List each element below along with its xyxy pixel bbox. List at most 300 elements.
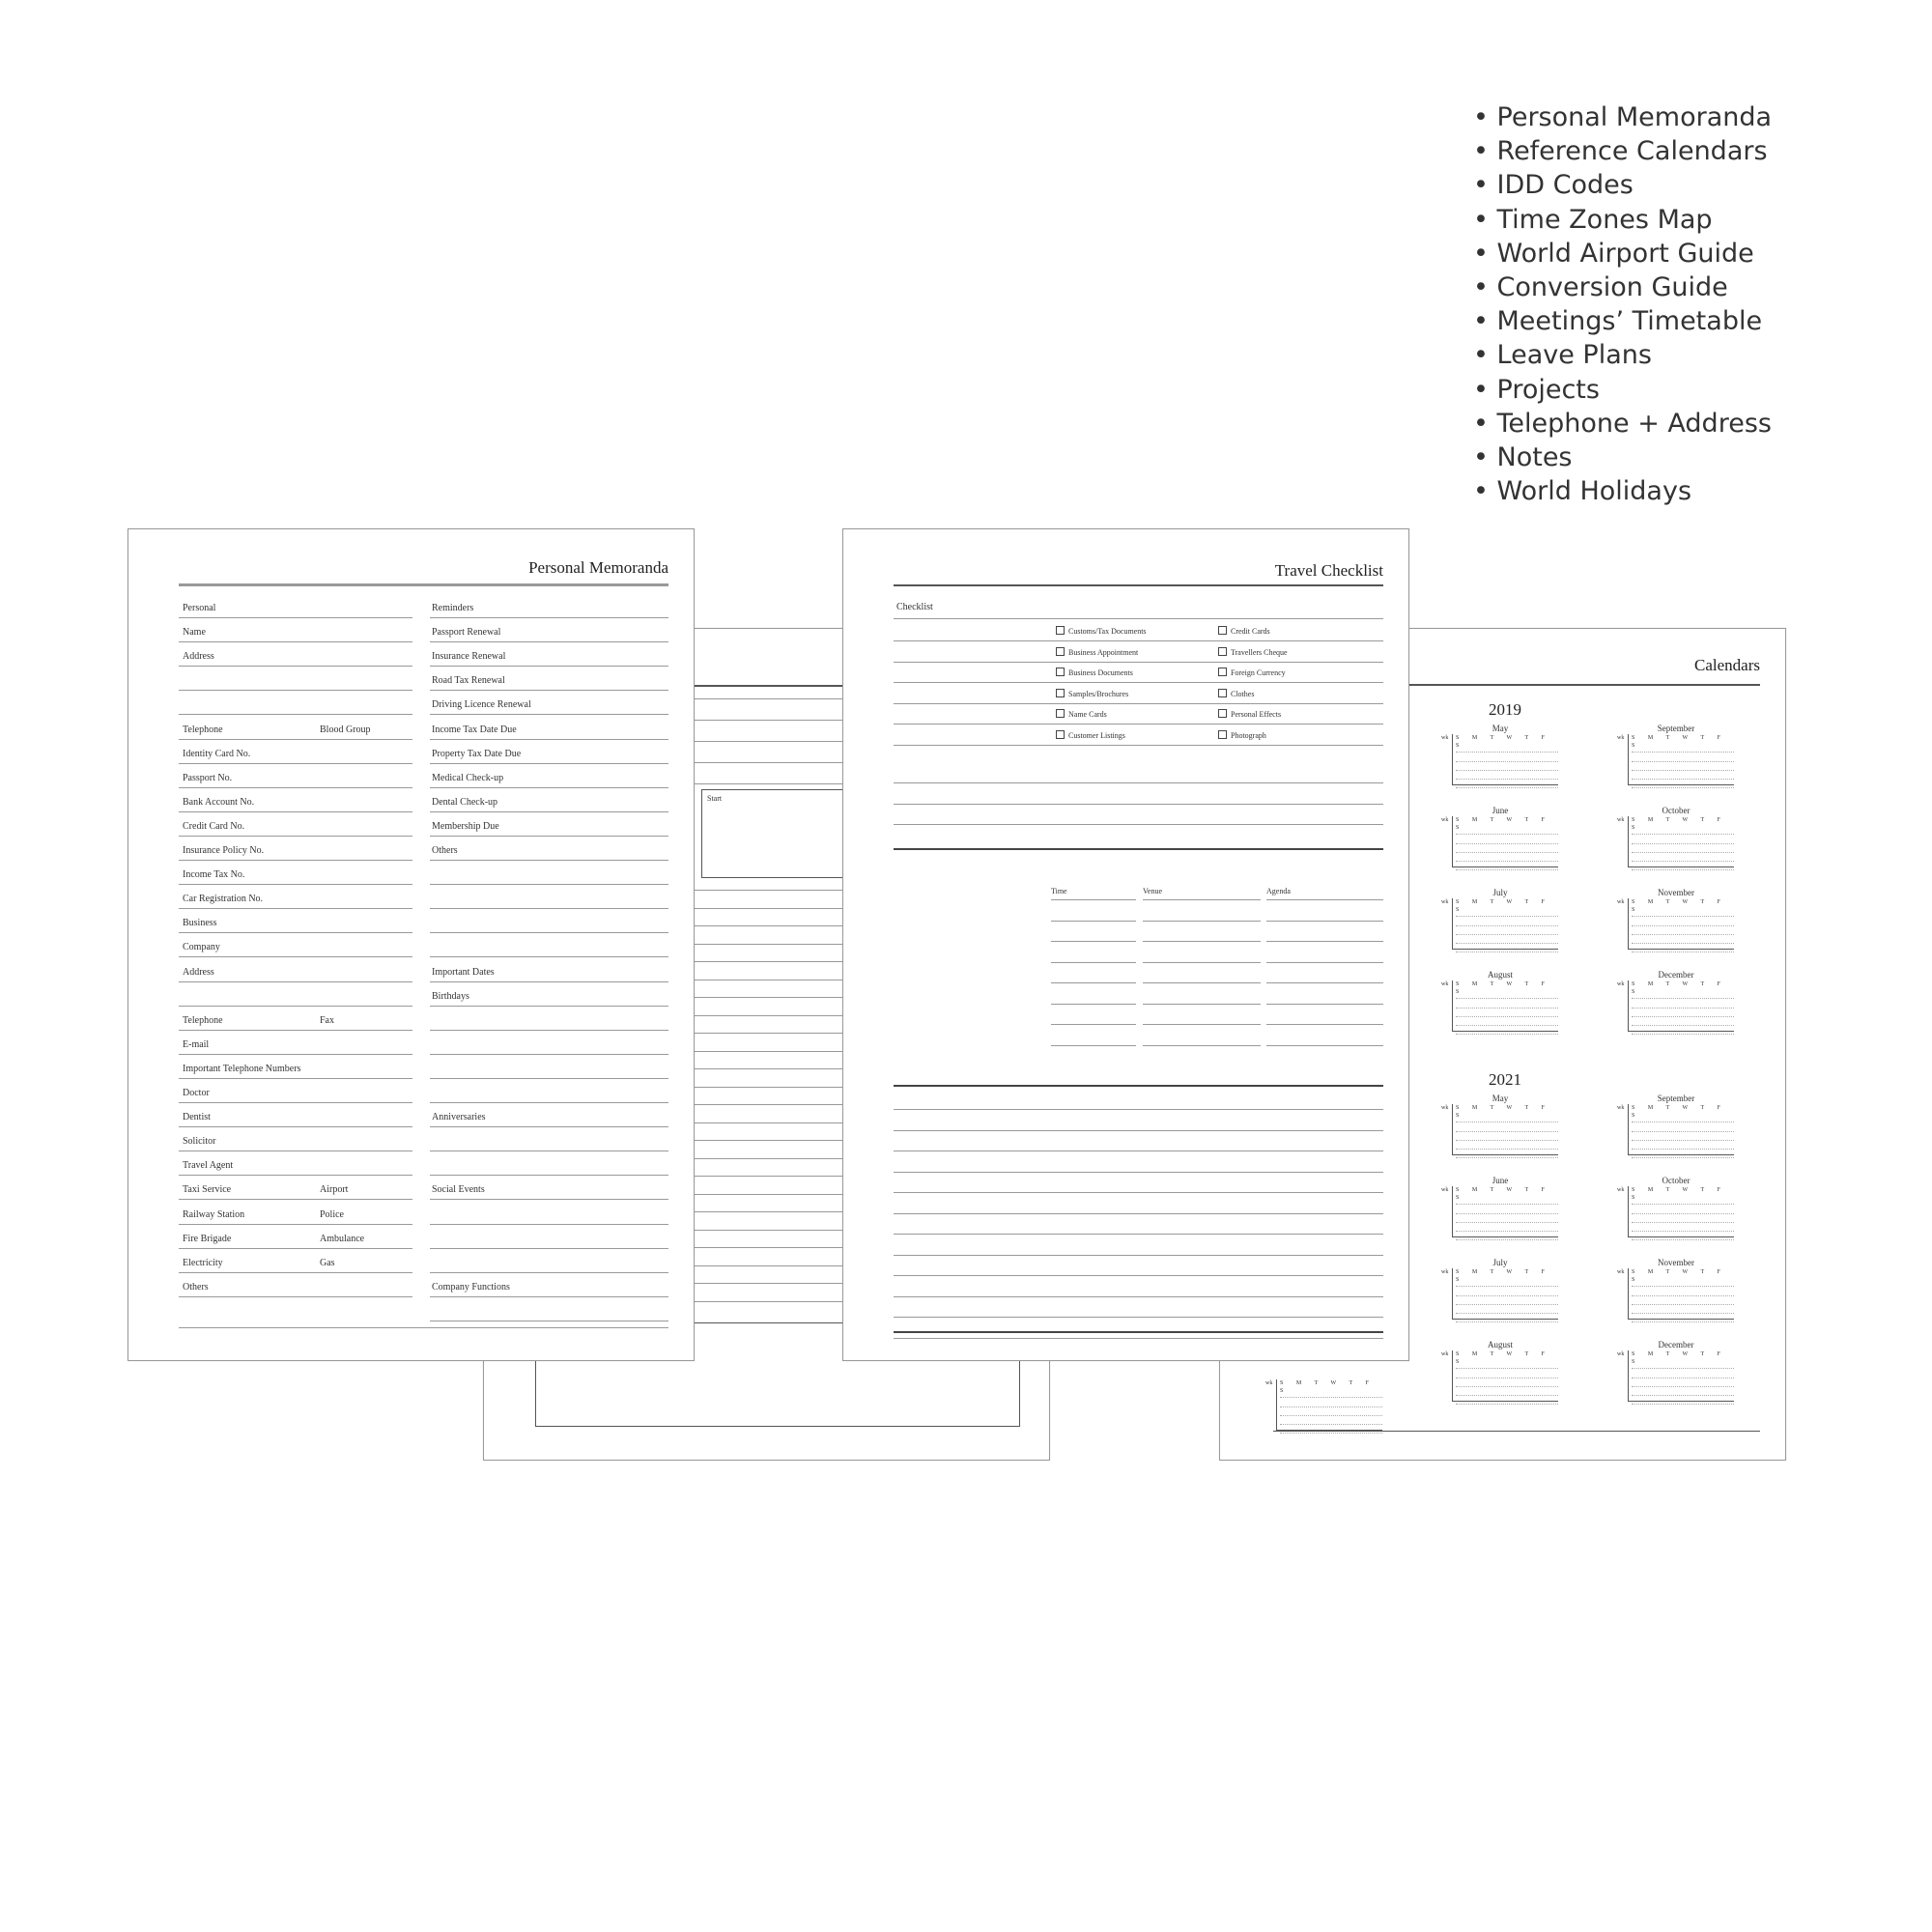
field-line: [179, 1199, 412, 1200]
field-label: Dentist: [183, 1112, 211, 1123]
field-label: Bank Account No.: [183, 796, 255, 808]
field-line: [430, 1078, 668, 1079]
week-row: [1456, 1214, 1558, 1223]
checkbox[interactable]: [1056, 668, 1065, 676]
week-header: wk: [1617, 1351, 1625, 1357]
week-row: [1456, 1026, 1558, 1035]
week-row: [1456, 1305, 1558, 1314]
week-header: wk: [1441, 1105, 1449, 1111]
week-row: [1456, 1122, 1558, 1131]
ruled-line: [894, 1234, 1383, 1235]
field-label: Personal: [183, 603, 216, 613]
ruled-line: [894, 1172, 1383, 1173]
week-row: [1456, 1314, 1558, 1322]
week-header: wk: [1617, 1105, 1625, 1111]
month-grid: [1617, 816, 1734, 867]
ruled-line: [894, 1255, 1383, 1256]
week-row: [1456, 935, 1558, 944]
field-line: [179, 739, 412, 740]
week-row: [1632, 935, 1734, 944]
week-row: [1632, 853, 1734, 862]
month-grid: [1617, 1268, 1734, 1320]
field-line: [179, 836, 412, 837]
week-row: [1456, 1387, 1558, 1396]
week-row: [1456, 835, 1558, 843]
week-row: [1632, 1378, 1734, 1387]
ruled-line: [1051, 982, 1136, 983]
week-row: [1280, 1416, 1382, 1425]
week-row: [1632, 999, 1734, 1008]
week-header: wk: [1617, 1269, 1625, 1275]
week-rows: [1632, 1196, 1734, 1240]
week-rows: [1632, 908, 1734, 952]
feature-item: • Time Zones Map: [1473, 203, 1772, 237]
week-row: [1632, 1232, 1734, 1240]
ruled-line: [1266, 1024, 1383, 1025]
week-row: [1632, 1214, 1734, 1223]
calendar-month: [1442, 1094, 1558, 1155]
week-rows: [1456, 990, 1558, 1035]
checkbox[interactable]: [1218, 626, 1227, 635]
checklist-item-label: Travellers Cheque: [1231, 647, 1288, 657]
field-line: [179, 641, 412, 642]
week-rows: [1632, 1114, 1734, 1158]
week-row: [1632, 1150, 1734, 1158]
ruled-line: [894, 618, 1383, 619]
checkbox[interactable]: [1218, 689, 1227, 697]
week-row: [1280, 1398, 1382, 1406]
month-name: July: [1492, 1258, 1508, 1267]
month-name: [1266, 1369, 1382, 1379]
week-row: [1632, 1009, 1734, 1017]
week-row: [1632, 1360, 1734, 1369]
field-label: Fax: [320, 1014, 334, 1026]
ruled-line: [1143, 899, 1261, 900]
week-row: [1456, 999, 1558, 1008]
month-name: October: [1662, 1176, 1690, 1185]
field-line: [430, 932, 668, 933]
field-line: [179, 1175, 412, 1176]
field-label: Dental Check-up: [432, 796, 498, 808]
ruled-line: [1051, 1024, 1136, 1025]
checklist-label: Checklist: [896, 602, 933, 612]
ruled-line: [894, 682, 1383, 683]
checklist-item-label: Credit Cards: [1231, 627, 1270, 636]
ruled-line: [894, 804, 1383, 805]
field-label: Property Tax Date Due: [432, 748, 522, 759]
week-row: [1456, 1223, 1558, 1232]
checkbox[interactable]: [1218, 668, 1227, 676]
ruled-line: [1051, 1045, 1136, 1046]
field-line: [430, 981, 668, 982]
field-line: [430, 1102, 668, 1103]
week-header: wk: [1617, 735, 1625, 741]
section-rule: [894, 848, 1383, 850]
week-row: [1456, 1196, 1558, 1205]
column-header: Agenda: [1266, 887, 1291, 895]
ruled-line: [1051, 962, 1136, 963]
month-grid: [1441, 1350, 1558, 1402]
checklist-item-label: Personal Effects: [1231, 710, 1282, 719]
ruled-line: [894, 1213, 1383, 1214]
month-grid: [1617, 1186, 1734, 1237]
field-line: [430, 641, 668, 642]
field-label: Social Events: [432, 1184, 485, 1196]
week-row: [1280, 1425, 1382, 1434]
field-label: Company Functions: [432, 1281, 510, 1293]
month-grid: [1441, 980, 1558, 1032]
field-line: [430, 1296, 668, 1297]
ruled-line: [1051, 899, 1136, 900]
ruled-line: [1143, 941, 1261, 942]
checklist-item-label: Clothes: [1231, 689, 1255, 698]
checklist-item: [1056, 709, 1107, 719]
field-label: Company: [183, 942, 220, 953]
checklist-item: [1056, 730, 1125, 740]
weekday-header: S M T W T F S: [1632, 1105, 1726, 1119]
week-row: [1632, 1278, 1734, 1287]
field-label: Important Dates: [432, 966, 495, 978]
week-row: [1280, 1407, 1382, 1416]
field-label: Address: [183, 966, 214, 978]
week-rows: [1456, 1196, 1558, 1240]
field-label: Name: [183, 627, 206, 639]
week-row: [1456, 753, 1558, 761]
week-row: [1456, 1369, 1558, 1378]
field-label: Airport: [320, 1184, 349, 1196]
field-line: [179, 1078, 412, 1079]
week-row: [1632, 862, 1734, 870]
personal-memoranda-page: [128, 528, 695, 1361]
field-line: [430, 763, 668, 764]
feature-item: • Conversion Guide: [1473, 270, 1772, 304]
month-name: September: [1657, 1094, 1695, 1103]
week-row: [1632, 944, 1734, 952]
week-rows: [1632, 990, 1734, 1035]
week-row: [1456, 1150, 1558, 1158]
checklist-item-label: Foreign Currency: [1231, 668, 1286, 677]
week-row: [1632, 826, 1734, 835]
checklist-item-label: Business Appointment: [1068, 647, 1139, 657]
feature-list: [1473, 100, 1772, 508]
week-header: wk: [1441, 817, 1449, 823]
weekday-header: S M T W T F S: [1632, 1187, 1726, 1201]
weekday-header: S M T W T F S: [1456, 1269, 1550, 1283]
field-label: Anniversaries: [432, 1112, 486, 1123]
field-line: [430, 690, 668, 691]
week-row: [1456, 944, 1558, 952]
ruled-line: [1143, 921, 1261, 922]
week-rows: [1632, 826, 1734, 870]
month-grid: [1441, 1268, 1558, 1320]
feature-item: • Notes: [1473, 440, 1772, 474]
checkbox[interactable]: [1056, 709, 1065, 718]
page-title: Personal Memoranda: [528, 558, 668, 577]
month-name: November: [1658, 1258, 1694, 1267]
ruled-line: [894, 1192, 1383, 1193]
week-row: [1280, 1389, 1382, 1398]
field-label: Passport No.: [183, 772, 233, 783]
checkbox[interactable]: [1218, 709, 1227, 718]
week-row: [1632, 917, 1734, 925]
weekday-header: S M T W T F S: [1456, 1105, 1550, 1119]
week-row: [1456, 1232, 1558, 1240]
field-line: [430, 1054, 668, 1055]
field-line: [430, 1126, 668, 1127]
field-label: Important Telephone Numbers: [183, 1063, 301, 1074]
field-label: Taxi Service: [183, 1184, 232, 1196]
field-line: [430, 811, 668, 812]
checklist-item-label: Business Documents: [1068, 668, 1133, 677]
field-line: [179, 1224, 412, 1225]
week-row: [1632, 1114, 1734, 1122]
calendar-month: [1442, 888, 1558, 950]
field-line: [179, 1248, 412, 1249]
feature-item: • Meetings’ Timetable: [1473, 304, 1772, 338]
field-line: [179, 617, 412, 618]
field-line: [430, 956, 668, 957]
checklist-item: [1056, 647, 1138, 657]
field-label: Credit Card No.: [183, 820, 245, 832]
ruled-line: [1266, 1004, 1383, 1005]
checklist-item-label: Customs/Tax Documents: [1068, 627, 1147, 636]
ruled-line: [894, 1109, 1383, 1110]
ruled-line: [1051, 941, 1136, 942]
feature-item: • Leave Plans: [1473, 338, 1772, 372]
weekday-header: S M T W T F S: [1632, 981, 1726, 995]
travel-checklist-page: [842, 528, 1409, 1361]
ruled-line: [894, 1275, 1383, 1276]
calendar-month: [1442, 1258, 1558, 1320]
checklist-item: [1218, 730, 1266, 740]
field-line: [179, 714, 412, 715]
ruled-line: [894, 1296, 1383, 1297]
checklist-item-label: Customer Listings: [1068, 730, 1125, 740]
month-name: May: [1492, 1094, 1509, 1103]
weekday-header: S M T W T F S: [1456, 899, 1550, 913]
week-header: wk: [1617, 899, 1625, 905]
week-row: [1456, 780, 1558, 788]
section-rule: [894, 1331, 1383, 1333]
ruled-line: [1266, 941, 1383, 942]
field-line: [179, 1272, 412, 1273]
field-label: Income Tax No.: [183, 869, 245, 881]
month-grid: [1441, 816, 1558, 867]
field-line: [430, 1175, 668, 1176]
checklist-item: [1056, 626, 1147, 636]
week-row: [1632, 1287, 1734, 1295]
field-label: Travel Agent: [183, 1160, 234, 1172]
field-label: Telephone: [183, 1014, 223, 1026]
calendar-month: [1618, 1340, 1734, 1402]
week-row: [1632, 1122, 1734, 1131]
section-rule: [894, 1085, 1383, 1087]
week-rows: [1456, 1114, 1558, 1158]
week-row: [1632, 1017, 1734, 1026]
checkbox[interactable]: [1056, 689, 1065, 697]
week-row: [1456, 1114, 1558, 1122]
page-title: Calendars: [1694, 656, 1760, 674]
feature-item: • Reference Calendars: [1473, 134, 1772, 168]
field-label: Identity Card No.: [183, 748, 251, 759]
checkbox[interactable]: [1218, 647, 1227, 656]
week-rows: [1632, 1360, 1734, 1405]
week-header: wk: [1617, 1187, 1625, 1193]
calendar-month: [1618, 888, 1734, 950]
week-rows: [1632, 744, 1734, 788]
field-label: Police: [320, 1208, 344, 1220]
week-row: [1632, 990, 1734, 999]
week-row: [1456, 771, 1558, 780]
ruled-line: [894, 1317, 1383, 1318]
month-grid: [1441, 1186, 1558, 1237]
week-row: [1632, 1132, 1734, 1141]
year-label: 2021: [1489, 1070, 1521, 1089]
month-name: August: [1487, 1340, 1513, 1350]
weekday-header: S M T W T F S: [1632, 1351, 1726, 1365]
field-label: Business: [183, 918, 217, 929]
weekday-header: S M T W T F S: [1456, 817, 1550, 831]
column-header: Venue: [1143, 887, 1162, 895]
field-label: Insurance Policy No.: [183, 845, 265, 856]
field-line: [179, 811, 412, 812]
week-header: wk: [1441, 1187, 1449, 1193]
calendar-month: [1618, 970, 1734, 1032]
feature-item: • World Airport Guide: [1473, 237, 1772, 270]
page-title: Travel Checklist: [1274, 561, 1383, 580]
month-name: October: [1662, 806, 1690, 815]
week-rows: [1456, 1278, 1558, 1322]
checklist-item-label: Name Cards: [1068, 710, 1107, 719]
ruled-line: [1143, 982, 1261, 983]
field-line: [430, 617, 668, 618]
ruled-line: [1143, 1004, 1261, 1005]
week-row: [1456, 1378, 1558, 1387]
week-row: [1632, 1314, 1734, 1322]
month-name: August: [1487, 970, 1513, 980]
checkbox[interactable]: [1056, 730, 1065, 739]
week-row: [1456, 1278, 1558, 1287]
month-grid: [1617, 1350, 1734, 1402]
year-label: 2019: [1489, 700, 1521, 719]
weekday-header: S M T W T F S: [1456, 981, 1550, 995]
ruled-line: [1143, 1024, 1261, 1025]
week-row: [1456, 1360, 1558, 1369]
title-rule: [894, 584, 1383, 586]
checkbox[interactable]: [1056, 626, 1065, 635]
feature-item: • Projects: [1473, 373, 1772, 407]
field-label: Car Registration No.: [183, 894, 264, 905]
week-row: [1456, 862, 1558, 870]
field-line: [179, 787, 412, 788]
week-row: [1456, 853, 1558, 862]
ruled-line: [1266, 1045, 1383, 1046]
ruled-line: [1266, 921, 1383, 922]
week-row: [1456, 1287, 1558, 1295]
field-label: Fire Brigade: [183, 1233, 232, 1244]
field-line: [430, 884, 668, 885]
week-header: wk: [1265, 1380, 1273, 1386]
week-row: [1456, 762, 1558, 771]
checkbox[interactable]: [1056, 647, 1065, 656]
field-line: [430, 1224, 668, 1225]
ruled-line: [1051, 1004, 1136, 1005]
field-line: [179, 956, 412, 957]
field-line: [179, 860, 412, 861]
week-row: [1456, 1132, 1558, 1141]
weekday-header: S M T W T F S: [1280, 1380, 1375, 1394]
week-row: [1456, 844, 1558, 853]
checklist-item: [1218, 626, 1270, 636]
field-line: [179, 884, 412, 885]
field-label: E-mail: [183, 1038, 210, 1050]
ruled-line: [894, 640, 1383, 641]
week-row: [1456, 926, 1558, 935]
field-line: [430, 1006, 668, 1007]
ruled-line: [894, 1130, 1383, 1131]
weekday-header: S M T W T F S: [1456, 1351, 1550, 1365]
week-header: wk: [1441, 1269, 1449, 1275]
box-label: Start: [707, 794, 723, 803]
field-line: [179, 908, 412, 909]
week-row: [1456, 990, 1558, 999]
field-label: Telephone: [183, 724, 223, 735]
calendar-month: [1618, 724, 1734, 785]
month-grid: [1617, 980, 1734, 1032]
week-row: [1456, 1205, 1558, 1213]
field-line: [430, 1272, 668, 1273]
week-row: [1632, 1387, 1734, 1396]
field-label: Others: [183, 1281, 209, 1293]
bottom-rule: [1273, 1431, 1760, 1432]
week-row: [1632, 1141, 1734, 1150]
field-line: [179, 932, 412, 933]
feature-item: • IDD Codes: [1473, 168, 1772, 202]
field-label: Address: [183, 651, 214, 663]
field-label: Blood Group: [320, 724, 371, 735]
field-line: [430, 860, 668, 861]
checklist-item: [1056, 668, 1133, 677]
week-row: [1632, 1026, 1734, 1035]
field-label: Passport Renewal: [432, 627, 501, 639]
ruled-line: [894, 662, 1383, 663]
checkbox[interactable]: [1218, 730, 1227, 739]
week-row: [1632, 771, 1734, 780]
column-header: Time: [1051, 887, 1067, 895]
checklist-item: [1056, 689, 1128, 698]
month-name: December: [1658, 1340, 1694, 1350]
checklist-item: [1218, 668, 1286, 677]
month-grid: [1265, 1379, 1382, 1431]
month-name: July: [1492, 888, 1508, 897]
checklist-item-label: Samples/Brochures: [1068, 689, 1129, 698]
month-grid: [1617, 898, 1734, 950]
weekday-header: S M T W T F S: [1456, 735, 1550, 749]
field-line: [179, 1054, 412, 1055]
ruled-line: [1266, 962, 1383, 963]
field-label: Railway Station: [183, 1208, 245, 1220]
week-header: wk: [1441, 899, 1449, 905]
field-line: [430, 908, 668, 909]
field-line: [179, 763, 412, 764]
week-rows: [1456, 908, 1558, 952]
ruled-line: [1266, 899, 1383, 900]
month-grid: [1441, 734, 1558, 785]
field-line: [430, 666, 668, 667]
month-name: June: [1492, 1176, 1509, 1185]
ruled-line: [894, 703, 1383, 704]
field-line: [430, 1030, 668, 1031]
